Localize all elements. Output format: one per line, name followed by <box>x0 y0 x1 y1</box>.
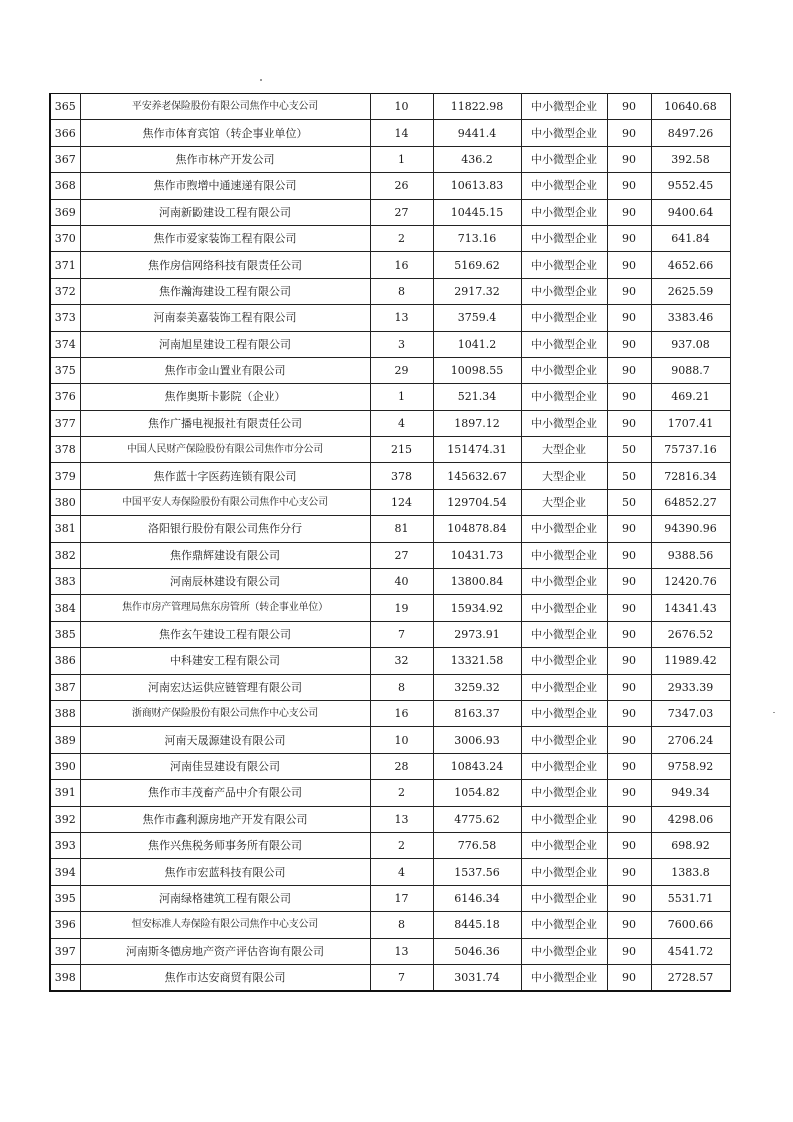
company-name: 焦作鼎辉建设有限公司 <box>80 542 370 568</box>
amount-value: 8445.18 <box>433 912 521 938</box>
result-value: 10640.68 <box>651 94 730 120</box>
row-number: 377 <box>50 410 80 436</box>
amount-value: 9441.4 <box>433 120 521 146</box>
enterprise-type: 中小微型企业 <box>521 278 607 304</box>
result-value: 4298.06 <box>651 806 730 832</box>
result-value: 11989.42 <box>651 648 730 674</box>
ratio-value: 90 <box>607 832 651 858</box>
enterprise-type: 大型企业 <box>521 463 607 489</box>
result-value: 14341.43 <box>651 595 730 621</box>
company-name: 河南辰林建设有限公司 <box>80 569 370 595</box>
result-value: 469.21 <box>651 384 730 410</box>
table-row <box>50 94 730 120</box>
employee-count: 16 <box>370 252 433 278</box>
amount-value: 13321.58 <box>433 648 521 674</box>
row-number: 380 <box>50 489 80 515</box>
company-name: 焦作市房产管理局焦东房管所（转企事业单位） <box>80 595 370 621</box>
company-name: 河南天晟源建设有限公司 <box>80 727 370 753</box>
employee-count: 7 <box>370 621 433 647</box>
amount-value: 1537.56 <box>433 859 521 885</box>
row-number: 375 <box>50 357 80 383</box>
row-number: 391 <box>50 780 80 806</box>
table-row <box>50 463 730 489</box>
row-number: 386 <box>50 648 80 674</box>
table-row <box>50 964 730 991</box>
result-value: 72816.34 <box>651 463 730 489</box>
result-value: 9758.92 <box>651 753 730 779</box>
table-row <box>50 569 730 595</box>
employee-count: 2 <box>370 225 433 251</box>
enterprise-type: 中小微型企业 <box>521 410 607 436</box>
table-row <box>50 806 730 832</box>
employee-count: 10 <box>370 94 433 120</box>
ratio-value: 90 <box>607 648 651 674</box>
amount-value: 3259.32 <box>433 674 521 700</box>
company-name: 洛阳银行股份有限公司焦作分行 <box>80 516 370 542</box>
company-name: 中国人民财产保险股份有限公司焦作市分公司 <box>80 437 370 463</box>
row-number: 389 <box>50 727 80 753</box>
ratio-value: 90 <box>607 278 651 304</box>
table-row <box>50 357 730 383</box>
amount-value: 713.16 <box>433 225 521 251</box>
row-number: 379 <box>50 463 80 489</box>
employee-count: 27 <box>370 542 433 568</box>
ratio-value: 90 <box>607 727 651 753</box>
employee-count: 17 <box>370 885 433 911</box>
company-name: 焦作广播电视报社有限责任公司 <box>80 410 370 436</box>
row-number: 385 <box>50 621 80 647</box>
result-value: 7600.66 <box>651 912 730 938</box>
ratio-value: 90 <box>607 305 651 331</box>
company-name: 焦作市煦增中通速递有限公司 <box>80 173 370 199</box>
row-number: 384 <box>50 595 80 621</box>
amount-value: 8163.37 <box>433 700 521 726</box>
employee-count: 14 <box>370 120 433 146</box>
ratio-value: 90 <box>607 146 651 172</box>
employee-count: 215 <box>370 437 433 463</box>
result-value: 698.92 <box>651 832 730 858</box>
employee-count: 1 <box>370 384 433 410</box>
scan-speck <box>773 712 775 713</box>
result-value: 2728.57 <box>651 964 730 991</box>
enterprise-type: 中小微型企业 <box>521 542 607 568</box>
row-number: 376 <box>50 384 80 410</box>
ratio-value: 90 <box>607 94 651 120</box>
row-number: 390 <box>50 753 80 779</box>
result-value: 9088.7 <box>651 357 730 383</box>
result-value: 2933.39 <box>651 674 730 700</box>
enterprise-type: 中小微型企业 <box>521 595 607 621</box>
row-number: 369 <box>50 199 80 225</box>
result-value: 4652.66 <box>651 252 730 278</box>
amount-value: 3031.74 <box>433 964 521 991</box>
company-name: 焦作市爱家装饰工程有限公司 <box>80 225 370 251</box>
result-value: 9552.45 <box>651 173 730 199</box>
table-row <box>50 700 730 726</box>
result-value: 1383.8 <box>651 859 730 885</box>
row-number: 382 <box>50 542 80 568</box>
enterprise-type: 中小微型企业 <box>521 225 607 251</box>
table-row <box>50 437 730 463</box>
ratio-value: 90 <box>607 885 651 911</box>
ratio-value: 90 <box>607 674 651 700</box>
employee-count: 81 <box>370 516 433 542</box>
row-number: 394 <box>50 859 80 885</box>
ratio-value: 90 <box>607 964 651 991</box>
ratio-value: 90 <box>607 753 651 779</box>
ratio-value: 90 <box>607 700 651 726</box>
company-name: 河南泰美嘉装饰工程有限公司 <box>80 305 370 331</box>
table-row <box>50 727 730 753</box>
company-name: 焦作房信网络科技有限责任公司 <box>80 252 370 278</box>
amount-value: 15934.92 <box>433 595 521 621</box>
result-value: 75737.16 <box>651 437 730 463</box>
company-name: 焦作市金山置业有限公司 <box>80 357 370 383</box>
table-row <box>50 859 730 885</box>
row-number: 397 <box>50 938 80 964</box>
company-name: 河南佳昱建设有限公司 <box>80 753 370 779</box>
enterprise-table <box>49 93 731 992</box>
company-name: 焦作市宏蓝科技有限公司 <box>80 859 370 885</box>
enterprise-type: 中小微型企业 <box>521 938 607 964</box>
row-number: 398 <box>50 964 80 991</box>
table-row <box>50 252 730 278</box>
table-row <box>50 120 730 146</box>
row-number: 367 <box>50 146 80 172</box>
company-name: 中国平安人寿保险股份有限公司焦作中心支公司 <box>80 489 370 515</box>
row-number: 368 <box>50 173 80 199</box>
row-number: 370 <box>50 225 80 251</box>
table-row <box>50 384 730 410</box>
result-value: 9400.64 <box>651 199 730 225</box>
amount-value: 129704.54 <box>433 489 521 515</box>
amount-value: 151474.31 <box>433 437 521 463</box>
table-row <box>50 516 730 542</box>
enterprise-type: 中小微型企业 <box>521 569 607 595</box>
row-number: 392 <box>50 806 80 832</box>
employee-count: 26 <box>370 173 433 199</box>
enterprise-type: 中小微型企业 <box>521 832 607 858</box>
enterprise-type: 中小微型企业 <box>521 94 607 120</box>
result-value: 392.58 <box>651 146 730 172</box>
amount-value: 2917.32 <box>433 278 521 304</box>
ratio-value: 90 <box>607 173 651 199</box>
result-value: 7347.03 <box>651 700 730 726</box>
result-value: 949.34 <box>651 780 730 806</box>
amount-value: 5169.62 <box>433 252 521 278</box>
result-value: 9388.56 <box>651 542 730 568</box>
employee-count: 29 <box>370 357 433 383</box>
company-name: 平安养老保险股份有限公司焦作中心支公司 <box>80 94 370 120</box>
ratio-value: 90 <box>607 120 651 146</box>
employee-count: 10 <box>370 727 433 753</box>
enterprise-type: 中小微型企业 <box>521 964 607 991</box>
row-number: 381 <box>50 516 80 542</box>
company-name: 焦作蓝十字医药连锁有限公司 <box>80 463 370 489</box>
ratio-value: 90 <box>607 569 651 595</box>
table-row <box>50 331 730 357</box>
table-row <box>50 648 730 674</box>
enterprise-type: 中小微型企业 <box>521 120 607 146</box>
table-row <box>50 199 730 225</box>
amount-value: 13800.84 <box>433 569 521 595</box>
amount-value: 10613.83 <box>433 173 521 199</box>
row-number: 388 <box>50 700 80 726</box>
enterprise-type: 中小微型企业 <box>521 199 607 225</box>
enterprise-type: 中小微型企业 <box>521 384 607 410</box>
result-value: 2625.59 <box>651 278 730 304</box>
result-value: 2676.52 <box>651 621 730 647</box>
employee-count: 7 <box>370 964 433 991</box>
employee-count: 3 <box>370 331 433 357</box>
enterprise-type: 中小微型企业 <box>521 885 607 911</box>
amount-value: 10843.24 <box>433 753 521 779</box>
ratio-value: 90 <box>607 410 651 436</box>
result-value: 8497.26 <box>651 120 730 146</box>
enterprise-type: 中小微型企业 <box>521 331 607 357</box>
company-name: 焦作市达安商贸有限公司 <box>80 964 370 991</box>
table-row <box>50 621 730 647</box>
ratio-value: 90 <box>607 621 651 647</box>
ratio-value: 50 <box>607 437 651 463</box>
ratio-value: 90 <box>607 859 651 885</box>
enterprise-type: 中小微型企业 <box>521 146 607 172</box>
amount-value: 6146.34 <box>433 885 521 911</box>
employee-count: 13 <box>370 305 433 331</box>
amount-value: 104878.84 <box>433 516 521 542</box>
ratio-value: 90 <box>607 780 651 806</box>
enterprise-type: 中小微型企业 <box>521 806 607 832</box>
employee-count: 4 <box>370 410 433 436</box>
company-name: 焦作市鑫利源房地产开发有限公司 <box>80 806 370 832</box>
table-row <box>50 938 730 964</box>
employee-count: 378 <box>370 463 433 489</box>
table-row <box>50 780 730 806</box>
employee-count: 28 <box>370 753 433 779</box>
row-number: 374 <box>50 331 80 357</box>
result-value: 12420.76 <box>651 569 730 595</box>
employee-count: 124 <box>370 489 433 515</box>
table-row <box>50 410 730 436</box>
amount-value: 11822.98 <box>433 94 521 120</box>
company-name: 河南新鼢建设工程有限公司 <box>80 199 370 225</box>
employee-count: 40 <box>370 569 433 595</box>
employee-count: 1 <box>370 146 433 172</box>
row-number: 395 <box>50 885 80 911</box>
result-value: 5531.71 <box>651 885 730 911</box>
table-row <box>50 489 730 515</box>
ratio-value: 90 <box>607 806 651 832</box>
table-row <box>50 753 730 779</box>
enterprise-type: 中小微型企业 <box>521 305 607 331</box>
employee-count: 27 <box>370 199 433 225</box>
amount-value: 2973.91 <box>433 621 521 647</box>
enterprise-type: 中小微型企业 <box>521 859 607 885</box>
employee-count: 8 <box>370 278 433 304</box>
enterprise-type: 大型企业 <box>521 437 607 463</box>
ratio-value: 90 <box>607 516 651 542</box>
result-value: 2706.24 <box>651 727 730 753</box>
company-name: 焦作市林产开发公司 <box>80 146 370 172</box>
enterprise-type: 中小微型企业 <box>521 912 607 938</box>
result-value: 94390.96 <box>651 516 730 542</box>
amount-value: 5046.36 <box>433 938 521 964</box>
amount-value: 10098.55 <box>433 357 521 383</box>
company-name: 河南绿格建筑工程有限公司 <box>80 885 370 911</box>
result-value: 937.08 <box>651 331 730 357</box>
result-value: 64852.27 <box>651 489 730 515</box>
company-name: 焦作奥斯卡影院（企业） <box>80 384 370 410</box>
company-name: 浙商财产保险股份有限公司焦作中心支公司 <box>80 700 370 726</box>
ratio-value: 90 <box>607 542 651 568</box>
enterprise-type: 中小微型企业 <box>521 700 607 726</box>
row-number: 393 <box>50 832 80 858</box>
ratio-value: 90 <box>607 252 651 278</box>
enterprise-type: 中小微型企业 <box>521 357 607 383</box>
result-value: 3383.46 <box>651 305 730 331</box>
company-name: 焦作市丰茂畜产品中介有限公司 <box>80 780 370 806</box>
table-row <box>50 542 730 568</box>
ratio-value: 90 <box>607 595 651 621</box>
enterprise-type: 中小微型企业 <box>521 780 607 806</box>
employee-count: 4 <box>370 859 433 885</box>
company-name: 恒安标准人寿保险有限公司焦作中心支公司 <box>80 912 370 938</box>
row-number: 387 <box>50 674 80 700</box>
employee-count: 13 <box>370 806 433 832</box>
scan-speck <box>260 79 262 81</box>
amount-value: 776.58 <box>433 832 521 858</box>
table-row <box>50 225 730 251</box>
table-row <box>50 674 730 700</box>
amount-value: 1054.82 <box>433 780 521 806</box>
ratio-value: 50 <box>607 489 651 515</box>
employee-count: 2 <box>370 832 433 858</box>
row-number: 365 <box>50 94 80 120</box>
employee-count: 32 <box>370 648 433 674</box>
row-number: 366 <box>50 120 80 146</box>
enterprise-type: 中小微型企业 <box>521 516 607 542</box>
company-name: 焦作兴焦税务师事务所有限公司 <box>80 832 370 858</box>
ratio-value: 90 <box>607 938 651 964</box>
ratio-value: 90 <box>607 357 651 383</box>
company-name: 河南宏达运供应链管理有限公司 <box>80 674 370 700</box>
employee-count: 8 <box>370 674 433 700</box>
table-row <box>50 305 730 331</box>
enterprise-type: 中小微型企业 <box>521 674 607 700</box>
table-row <box>50 595 730 621</box>
row-number: 372 <box>50 278 80 304</box>
ratio-value: 90 <box>607 199 651 225</box>
ratio-value: 90 <box>607 384 651 410</box>
employee-count: 8 <box>370 912 433 938</box>
table-row <box>50 912 730 938</box>
table-row <box>50 832 730 858</box>
amount-value: 10431.73 <box>433 542 521 568</box>
enterprise-type: 中小微型企业 <box>521 173 607 199</box>
company-name: 中科建安工程有限公司 <box>80 648 370 674</box>
enterprise-type: 中小微型企业 <box>521 753 607 779</box>
row-number: 371 <box>50 252 80 278</box>
row-number: 396 <box>50 912 80 938</box>
amount-value: 436.2 <box>433 146 521 172</box>
table-row <box>50 885 730 911</box>
enterprise-type: 大型企业 <box>521 489 607 515</box>
amount-value: 1897.12 <box>433 410 521 436</box>
table-row <box>50 278 730 304</box>
employee-count: 13 <box>370 938 433 964</box>
table-row <box>50 146 730 172</box>
amount-value: 521.34 <box>433 384 521 410</box>
company-name: 河南旭星建设工程有限公司 <box>80 331 370 357</box>
amount-value: 4775.62 <box>433 806 521 832</box>
enterprise-type: 中小微型企业 <box>521 727 607 753</box>
enterprise-type: 中小微型企业 <box>521 648 607 674</box>
row-number: 378 <box>50 437 80 463</box>
amount-value: 3006.93 <box>433 727 521 753</box>
employee-count: 2 <box>370 780 433 806</box>
company-name: 焦作瀚海建设工程有限公司 <box>80 278 370 304</box>
amount-value: 1041.2 <box>433 331 521 357</box>
amount-value: 145632.67 <box>433 463 521 489</box>
table-body <box>50 94 730 992</box>
enterprise-type: 中小微型企业 <box>521 252 607 278</box>
company-name: 河南斯冬德房地产资产评估咨询有限公司 <box>80 938 370 964</box>
ratio-value: 90 <box>607 225 651 251</box>
row-number: 383 <box>50 569 80 595</box>
row-number: 373 <box>50 305 80 331</box>
result-value: 1707.41 <box>651 410 730 436</box>
enterprise-type: 中小微型企业 <box>521 621 607 647</box>
ratio-value: 90 <box>607 331 651 357</box>
ratio-value: 90 <box>607 912 651 938</box>
company-name: 焦作玄午建设工程有限公司 <box>80 621 370 647</box>
amount-value: 3759.4 <box>433 305 521 331</box>
company-name: 焦作市体育宾馆（转企事业单位） <box>80 120 370 146</box>
ratio-value: 50 <box>607 463 651 489</box>
amount-value: 10445.15 <box>433 199 521 225</box>
employee-count: 16 <box>370 700 433 726</box>
result-value: 641.84 <box>651 225 730 251</box>
result-value: 4541.72 <box>651 938 730 964</box>
table-row <box>50 173 730 199</box>
employee-count: 19 <box>370 595 433 621</box>
